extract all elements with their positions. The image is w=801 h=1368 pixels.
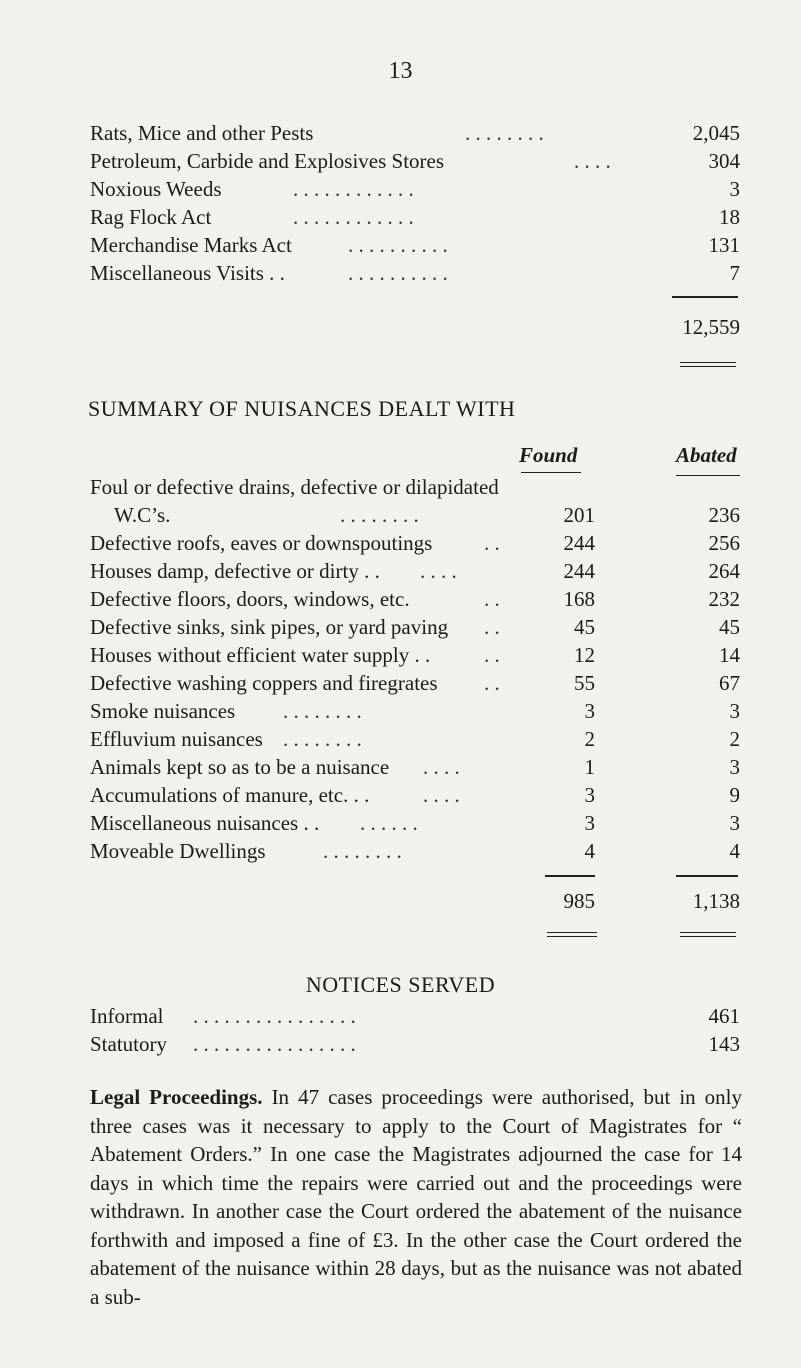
found-value: 3 — [584, 783, 595, 807]
found-value: 12 — [574, 643, 595, 667]
nuisance-row — [90, 556, 740, 586]
inspection-row — [90, 118, 740, 148]
notices-heading: NOTICES SERVED — [305, 972, 496, 997]
found-value: 244 — [563, 559, 595, 583]
abated-value: 3 — [729, 811, 740, 835]
leader-dots: . . . . . . . . . . . . . . . . — [193, 1004, 356, 1028]
inspection-row — [90, 146, 740, 176]
leader-dots: . . . . . . . . . . — [348, 233, 448, 257]
found-value: 4 — [584, 839, 595, 863]
nuisance-row — [90, 528, 740, 558]
row-label: Miscellaneous Visits . . — [90, 261, 285, 285]
nuisance-row — [90, 472, 740, 502]
row-label: Defective washing coppers and firegrates — [90, 671, 438, 695]
abated-value: 2 — [729, 727, 740, 751]
leader-dots: . . — [484, 671, 500, 695]
found-value: 1 — [584, 755, 595, 779]
leader-dots: . . . . — [423, 755, 460, 779]
nuisance-row — [90, 668, 740, 698]
row-label: Defective sinks, sink pipes, or yard paving — [90, 615, 449, 639]
nuisance-row — [90, 808, 740, 838]
leader-dots: . . — [484, 587, 500, 611]
row-label: Animals kept so as to be a nuisance — [90, 755, 390, 779]
row-label: W.C’s. — [114, 503, 171, 527]
leader-dots: . . — [484, 531, 500, 555]
row-label: Defective floors, doors, windows, etc. — [90, 587, 410, 611]
legal-proceedings-text: In 47 cases proceedings were authorised, but in only three cases was it necessary to apply to the Court of Magistrates for “ Abatement Orders.” In one case the Magistrates adjourned the case for 14 days in which time the repairs were carried out and the proceedings were withdrawn. In another case the Court ordered the abatement of the nuisance forthwith and imposed a fine of £3. In the other case the Court ordered the abatement of the nuisance within 28 days, but as the nuisance was not abated a sub- — [90, 1085, 743, 1309]
found-double-rule — [547, 932, 597, 937]
inspection-row — [90, 174, 740, 204]
row-value: 143 — [708, 1032, 740, 1056]
row-label: Merchandise Marks Act — [90, 233, 292, 257]
row-label: Effluvium nuisances — [90, 727, 263, 751]
leader-dots: . . . . . . . . . . . . — [293, 205, 414, 229]
found-value: 3 — [584, 811, 595, 835]
abated-value: 236 — [708, 503, 740, 527]
inspection-row — [90, 202, 740, 232]
found-value: 244 — [563, 531, 595, 555]
nuisance-row — [90, 640, 740, 670]
found-total: 985 — [563, 889, 595, 913]
row-label: Rats, Mice and other Pests — [90, 121, 314, 145]
page-number: 13 — [388, 58, 413, 84]
row-label: Rag Flock Act — [90, 205, 212, 229]
row-value: 7 — [729, 261, 740, 285]
leader-dots: . . . . . . . . — [283, 727, 362, 751]
row-value: 461 — [708, 1004, 740, 1028]
row-label: Defective roofs, eaves or downspoutings — [90, 531, 433, 555]
abated-value: 3 — [729, 755, 740, 779]
inspections-total-row — [90, 312, 740, 342]
nuisance-row — [90, 724, 740, 754]
leader-dots: . . . . . . . . . . . . — [293, 177, 414, 201]
row-value: 2,045 — [692, 121, 740, 145]
nuisances-total-row — [90, 886, 740, 916]
legal-proceedings-paragraph — [90, 1083, 742, 1311]
col-header-abated: Abated — [676, 443, 737, 467]
nuisance-row — [90, 836, 740, 866]
total-double-rule — [680, 362, 736, 367]
abated-value: 264 — [708, 559, 740, 583]
inspection-row — [90, 258, 740, 288]
abated-value: 67 — [719, 671, 740, 695]
leader-dots: . . . . . . — [360, 811, 418, 835]
row-label: Miscellaneous nuisances . . — [90, 811, 320, 835]
leader-dots: . . . . . . . . — [465, 121, 544, 145]
leader-dots: . . . . . . . . . . . . . . . . — [193, 1032, 356, 1056]
leader-dots: . . . . — [574, 149, 611, 173]
nuisance-row — [90, 500, 740, 530]
row-label: Accumulations of manure, etc. . . — [90, 783, 370, 807]
col-header-found: Found — [519, 443, 578, 467]
leader-dots: . . . . — [420, 559, 457, 583]
row-label: Statutory — [90, 1032, 167, 1056]
leader-dots: . . — [484, 615, 500, 639]
nuisance-row — [90, 696, 740, 726]
abated-total: 1,138 — [692, 889, 740, 913]
nuisance-row — [90, 752, 740, 782]
found-value: 168 — [563, 587, 595, 611]
abated-value: 256 — [708, 531, 740, 555]
found-value: 45 — [574, 615, 595, 639]
row-label: Moveable Dwellings — [90, 839, 266, 863]
abated-subtotal-rule — [676, 875, 738, 877]
row-value: 3 — [729, 177, 740, 201]
leader-dots: . . . . — [423, 783, 460, 807]
notice-row — [90, 1001, 740, 1031]
found-value: 2 — [584, 727, 595, 751]
row-value: 304 — [708, 149, 740, 173]
abated-double-rule — [680, 932, 736, 937]
inspections-total: 12,559 — [682, 315, 740, 339]
abated-value: 4 — [729, 839, 740, 863]
leader-dots: . . — [484, 643, 500, 667]
abated-value: 3 — [729, 699, 740, 723]
leader-dots: . . . . . . . . — [283, 699, 362, 723]
row-label: Houses without efficient water supply . . — [90, 643, 431, 667]
subtotal-rule — [672, 296, 738, 298]
inspection-row — [90, 230, 740, 260]
row-value: 18 — [719, 205, 740, 229]
found-subtotal-rule — [545, 875, 595, 877]
row-label: Informal — [90, 1004, 164, 1028]
abated-value: 14 — [719, 643, 740, 667]
found-value: 55 — [574, 671, 595, 695]
leader-dots: . . . . . . . . — [323, 839, 402, 863]
notice-row — [90, 1029, 740, 1059]
row-value: 131 — [708, 233, 740, 257]
nuisances-heading: SUMMARY OF NUISANCES DEALT WITH — [88, 396, 516, 421]
nuisance-row — [90, 584, 740, 614]
nuisance-row — [90, 612, 740, 642]
row-label: Noxious Weeds — [90, 177, 222, 201]
abated-value: 45 — [719, 615, 740, 639]
found-value: 201 — [563, 503, 595, 527]
found-value: 3 — [584, 699, 595, 723]
leader-dots: . . . . . . . . . . — [348, 261, 448, 285]
row-label: Smoke nuisances — [90, 699, 236, 723]
row-label: Foul or defective drains, defective or dilapidated — [90, 475, 499, 499]
nuisance-row — [90, 780, 740, 810]
row-label: Houses damp, defective or dirty . . — [90, 559, 380, 583]
legal-proceedings-title: Legal Proceedings. — [90, 1085, 263, 1109]
row-label: Petroleum, Carbide and Explosives Stores — [90, 149, 445, 173]
abated-value: 9 — [729, 783, 740, 807]
leader-dots: . . . . . . . . — [340, 503, 419, 527]
abated-value: 232 — [708, 587, 740, 611]
